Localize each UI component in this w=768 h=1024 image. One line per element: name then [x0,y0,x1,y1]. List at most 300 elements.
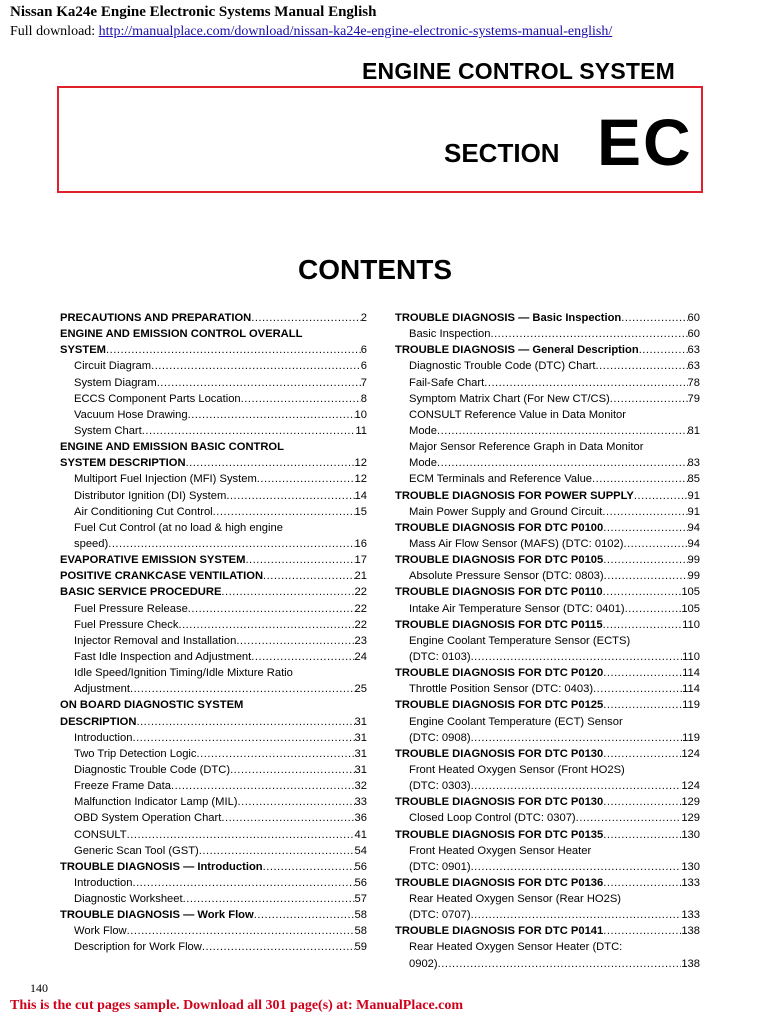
toc-leader-dots [625,601,682,617]
toc-entry [395,923,700,939]
document-title: Nissan Ka24e Engine Electronic Systems Manual English [10,4,377,20]
toc-entry-title: Malfunction Indicator Lamp (MIL) [74,796,238,809]
toc-right-column [395,310,700,972]
toc-leader-dots [132,875,354,891]
toc-entry [395,520,700,536]
toc-entry [60,827,367,843]
toc-entry-title: ENGINE AND EMISSION CONTROL OVERALL [60,328,303,341]
toc-entry-title: Freeze Frame Data [74,780,171,793]
toc-entry [60,778,367,794]
toc-entry [395,697,700,713]
toc-leader-dots [202,939,355,955]
toc-entry-title: Generic Scan Tool (GST) [74,844,199,857]
toc-leader-dots [603,584,682,600]
toc-leader-dots [199,843,355,859]
toc-entry-title: TROUBLE DIAGNOSIS FOR DTC P0105 [395,554,604,567]
toc-leader-dots [603,746,681,762]
toc-entry-title: TROUBLE DIAGNOSIS FOR DTC P0135 [395,828,604,841]
toc-entry-title: PRECAUTIONS AND PREPARATION [60,312,252,324]
toc-entry [395,859,700,875]
toc-entry-title: TROUBLE DIAGNOSIS FOR DTC P0130 [395,747,604,760]
toc-entry-page: 58 [354,925,367,938]
toc-leader-dots [603,617,683,633]
toc-entry-page: 12 [354,473,367,486]
toc-entry [60,601,367,617]
toc-entry-title: Two Trip Detection Logic [74,747,197,760]
toc-entry [395,488,700,504]
toc-entry [395,552,700,568]
toc-entry-title: Diagnostic Worksheet [74,893,183,906]
toc-leader-dots [186,455,355,471]
toc-leader-dots [221,810,354,826]
toc-entry [60,730,367,746]
toc-entry [60,342,367,358]
toc-leader-dots [603,697,682,713]
toc-leader-dots [603,794,681,810]
toc-entry-title: ON BOARD DIAGNOSTIC SYSTEM [60,699,244,712]
toc-leader-dots [596,358,688,374]
toc-entry-title: Idle Speed/Ignition Timing/Idle Mixture Ratio [74,667,293,680]
toc-entry [395,843,700,859]
toc-left-column [60,310,367,956]
toc-entry [60,794,367,810]
toc-entry [60,907,367,923]
toc-entry [60,746,367,762]
toc-entry-title: Mass Air Flow Sensor (MAFS) (DTC: 0102) [409,537,624,550]
toc-entry [395,681,700,697]
toc-entry [395,730,700,746]
toc-entry [395,504,700,520]
toc-entry [60,875,367,891]
section-code: EC [597,105,693,179]
toc-entry-title: (DTC: 0908) [409,731,471,744]
toc-entry-page: 22 [354,586,367,599]
toc-entry-title: Introduction [74,876,133,889]
toc-entry-page: 110 [682,618,700,631]
toc-entry-title: Fail-Safe Chart [409,376,485,389]
toc-entry-title: Rear Heated Oxygen Sensor (Rear HO2S) [409,893,622,906]
toc-entry-page: 124 [681,747,700,760]
toc-entry-title: Main Power Supply and Ground Circuit [409,505,603,518]
toc-entry [395,956,700,972]
toc-entry-page: 33 [354,796,367,809]
toc-entry-page: 81 [687,424,700,437]
toc-leader-dots [484,375,687,391]
toc-entry-page: 60 [687,312,700,324]
toc-entry-page: 129 [681,812,700,825]
toc-entry-title: Absolute Pressure Sensor (DTC: 0803) [409,570,604,583]
toc-entry-title: ECM Terminals and Reference Value [409,473,593,486]
toc-entry-page: 114 [682,683,700,696]
toc-entry-title: BASIC SERVICE PROCEDURE [60,586,222,599]
toc-entry-title: CONSULT [74,828,127,841]
toc-leader-dots [127,923,355,939]
toc-entry-page: 56 [354,860,367,873]
toc-entry-page: 114 [682,667,700,680]
toc-entry [395,568,700,584]
toc-entry-title: Intake Air Temperature Sensor (DTC: 0401) [409,602,625,615]
toc-entry-title: DESCRIPTION [60,715,137,728]
sample-notice: This is the cut pages sample. Download all 301 page(s) at: ManualPlace.com [10,998,464,1013]
toc-entry-page: 83 [687,457,700,470]
toc-leader-dots [136,714,354,730]
toc-entry-page: 133 [681,876,700,889]
toc-entry-title: Multiport Fuel Injection (MFI) System [74,473,257,486]
toc-leader-dots [603,552,687,568]
section-label: SECTION [444,138,560,168]
toc-entry [395,665,700,681]
toc-entry-title: Diagnostic Trouble Code (DTC) [74,763,231,776]
toc-leader-dots [603,875,681,891]
toc-entry [395,714,700,730]
toc-entry [395,810,700,826]
toc-leader-dots [236,633,354,649]
toc-leader-dots [604,568,688,584]
toc-entry-title: Basic Inspection [409,328,491,341]
toc-entry [60,633,367,649]
toc-entry-page: 60 [687,328,700,341]
toc-entry-title: Vacuum Hose Drawing [74,408,188,421]
toc-entry [60,504,367,520]
toc-leader-dots [197,746,355,762]
toc-entry-page: 22 [354,602,367,615]
toc-entry-page: 94 [687,521,700,534]
toc-entry-page: 130 [681,828,700,841]
toc-entry-title: Throttle Position Sensor (DTC: 0403) [409,683,594,696]
toc-entry [60,536,367,552]
toc-entry [395,375,700,391]
toc-entry-title: (DTC: 0303) [409,780,471,793]
toc-entry-page: 79 [687,392,700,405]
toc-leader-dots [213,504,355,520]
toc-entry [60,423,367,439]
toc-leader-dots [151,358,361,374]
toc-entry [60,714,367,730]
download-line [10,24,612,40]
toc-entry-title: ECCS Component Parts Location [74,392,241,405]
toc-entry-page: 6 [360,360,367,373]
toc-entry-title: Engine Coolant Temperature (ECT) Sensor [409,715,623,728]
toc-entry-page: 138 [681,957,700,970]
toc-entry-page: 56 [354,876,367,889]
contents-title: CONTENTS [298,254,452,285]
toc-entry-title: Front Heated Oxygen Sensor Heater [409,844,592,857]
toc-entry-title: Fast Idle Inspection and Adjustment [74,650,252,663]
toc-entry [60,488,367,504]
toc-leader-dots [471,859,682,875]
toc-leader-dots [437,455,688,471]
toc-entry-page: 130 [681,860,700,873]
toc-entry-title: Distributor Ignition (DI) System [74,489,227,502]
toc-entry-title: TROUBLE DIAGNOSIS — Work Flow [60,909,254,922]
toc-leader-dots [639,342,688,358]
toc-leader-dots [621,310,687,326]
toc-entry-title: SYSTEM [60,344,107,357]
toc-entry-title: (DTC: 0707) [409,909,471,922]
toc-entry-page: 6 [360,344,367,357]
toc-entry-title: TROUBLE DIAGNOSIS — General Description [395,344,639,357]
toc-entry [395,471,700,487]
toc-entry-title: EVAPORATIVE EMISSION SYSTEM [60,554,246,567]
toc-leader-dots [245,552,354,568]
toc-entry [395,536,700,552]
toc-entry-title: TROUBLE DIAGNOSIS FOR POWER SUPPLY [395,489,634,502]
toc-entry [395,891,700,907]
toc-entry-title: Fuel Pressure Check [74,618,179,631]
toc-entry-title: TROUBLE DIAGNOSIS FOR DTC P0100 [395,521,604,534]
toc-entry [395,794,700,810]
toc-leader-dots [251,310,361,326]
toc-leader-dots [471,730,683,746]
toc-leader-dots [230,762,354,778]
toc-entry [60,584,367,600]
toc-entry [395,649,700,665]
toc-entry-page: 14 [354,489,367,502]
toc-leader-dots [251,649,354,665]
download-label: Full download: [10,24,96,39]
toc-entry-title: System Chart [74,424,142,437]
toc-entry [60,310,367,326]
toc-entry-page: 7 [360,376,367,389]
toc-entry-page: 57 [354,893,367,906]
toc-leader-dots [603,520,687,536]
toc-entry-title: TROUBLE DIAGNOSIS FOR DTC P0120 [395,667,604,680]
toc-entry-title: TROUBLE DIAGNOSIS FOR DTC P0115 [395,618,603,631]
toc-entry-title: TROUBLE DIAGNOSIS — Basic Inspection [395,312,622,324]
toc-leader-dots [183,891,355,907]
toc-entry-title: Diagnostic Trouble Code (DTC) Chart [409,360,596,373]
toc-entry-title: Air Conditioning Cut Control [74,505,213,518]
toc-entry-page: 16 [354,537,367,550]
toc-entry [395,391,700,407]
toc-leader-dots [188,407,355,423]
toc-entry-page: 129 [681,796,700,809]
toc-leader-dots [188,601,355,617]
toc-entry-page: 85 [687,473,700,486]
toc-entry-title: TROUBLE DIAGNOSIS FOR DTC P0110 [395,586,603,599]
toc-entry [60,891,367,907]
toc-entry-page: 54 [354,844,367,857]
toc-entry-page: 63 [687,344,700,357]
toc-entry [60,391,367,407]
toc-entry-title: Fuel Pressure Release [74,602,188,615]
toc-leader-dots [221,584,354,600]
toc-entry-page: 91 [687,505,700,518]
toc-entry [395,746,700,762]
download-link[interactable]: http://manualplace.com/download/nissan-ka24e-engine-electronic-systems-manual-english/ [98,24,613,39]
toc-entry [60,923,367,939]
toc-entry-page: 17 [354,554,367,567]
toc-entry-title: Symptom Matrix Chart (For New CT/CS) [409,392,610,405]
toc-entry-title: TROUBLE DIAGNOSIS FOR DTC P0125 [395,699,604,712]
toc-leader-dots [178,617,354,633]
toc-entry-title: Description for Work Flow [74,941,202,954]
toc-entry-title: ENGINE AND EMISSION BASIC CONTROL [60,441,284,454]
toc-leader-dots [132,730,354,746]
toc-entry-page: 124 [681,780,700,793]
toc-entry [395,633,700,649]
toc-entry [60,617,367,633]
toc-entry [60,520,367,536]
toc-leader-dots [130,681,355,697]
toc-entry-page: 91 [687,489,700,502]
toc-entry-title: Front Heated Oxygen Sensor (Front HO2S) [409,763,625,776]
toc-entry-page: 78 [687,376,700,389]
toc-leader-dots [471,649,683,665]
toc-entry-page: 31 [354,715,367,728]
toc-entry-title: TROUBLE DIAGNOSIS FOR DTC P0130 [395,796,604,809]
toc-entry-title: Introduction [74,731,133,744]
toc-entry-title: 0902) [409,957,438,970]
toc-leader-dots [226,488,354,504]
toc-leader-dots [263,859,355,875]
toc-leader-dots [593,681,682,697]
toc-entry [60,665,367,681]
toc-entry-page: 105 [681,602,700,615]
toc-entry-title: (DTC: 0103) [409,650,471,663]
toc-entry [395,423,700,439]
toc-entry-page: 94 [687,537,700,550]
toc-leader-dots [106,342,361,358]
toc-entry-page: 8 [360,392,367,405]
toc-entry-page: 105 [681,586,700,599]
toc-entry-title: speed) [74,537,109,550]
toc-entry-title: Rear Heated Oxygen Sensor Heater (DTC: [409,941,623,954]
toc-entry [395,875,700,891]
toc-entry-page: 41 [354,828,367,841]
toc-leader-dots [241,391,361,407]
toc-entry [60,939,367,955]
toc-entry [60,326,367,342]
toc-entry-page: 138 [681,925,700,938]
toc-entry-page: 119 [682,699,700,712]
manual-heading: ENGINE CONTROL SYSTEM [362,58,676,84]
toc-entry [60,649,367,665]
toc-entry [395,326,700,342]
toc-entry [60,697,367,713]
toc-leader-dots [603,665,682,681]
toc-leader-dots [610,391,688,407]
toc-entry-page: 10 [354,408,367,421]
toc-entry-page: 63 [687,360,700,373]
toc-entry-page: 110 [682,650,700,663]
toc-leader-dots [592,471,688,487]
toc-entry [60,859,367,875]
toc-entry-page: 15 [354,505,367,518]
toc-leader-dots [438,956,682,972]
toc-entry-title: Work Flow [74,925,127,938]
toc-entry-page: 21 [354,570,367,583]
toc-entry-title: CONSULT Reference Value in Data Monitor [409,408,627,421]
toc-entry [395,617,700,633]
toc-entry-page: 59 [354,941,367,954]
toc-entry-title: Engine Coolant Temperature Sensor (ECTS) [409,634,631,647]
page-number: 140 [30,981,48,995]
toc-entry-page: 25 [354,683,367,696]
toc-leader-dots [171,778,355,794]
toc-entry [395,584,700,600]
toc-leader-dots [603,827,681,843]
toc-leader-dots [142,423,356,439]
toc-leader-dots [623,536,687,552]
toc-entry [60,375,367,391]
toc-entry-page: 31 [354,763,367,776]
toc-entry-title: OBD System Operation Chart [74,812,222,825]
toc-entry-page: 133 [681,909,700,922]
toc-entry-page: 99 [687,554,700,567]
toc-leader-dots [603,923,681,939]
toc-leader-dots [490,326,687,342]
toc-entry [60,407,367,423]
toc-entry-title: TROUBLE DIAGNOSIS FOR DTC P0141 [395,925,604,938]
toc-entry [60,471,367,487]
toc-entry-page: 99 [687,570,700,583]
toc-entry [395,310,700,326]
toc-leader-dots [108,536,354,552]
toc-entry-page: 32 [354,780,367,793]
toc-entry-title: (DTC: 0901) [409,860,471,873]
toc-entry [60,439,367,455]
toc-entry-page: 11 [355,424,367,437]
toc-entry-title: Injector Removal and Installation [74,634,237,647]
toc-entry [395,762,700,778]
toc-entry-title: TROUBLE DIAGNOSIS — Introduction [60,860,263,873]
toc-entry-title: Fuel Cut Control (at no load & high engine [74,521,283,534]
toc-leader-dots [471,907,682,923]
toc-leader-dots [471,778,682,794]
toc-entry [60,762,367,778]
toc-leader-dots [127,827,355,843]
toc-entry-page: 31 [354,731,367,744]
toc-entry [395,907,700,923]
toc-entry-title: Major Sensor Reference Graph in Data Monitor [409,441,644,454]
toc-entry [60,843,367,859]
toc-entry [395,358,700,374]
toc-entry-page: 23 [354,634,367,647]
toc-entry-page: 12 [354,457,367,470]
toc-entry [395,342,700,358]
toc-leader-dots [576,810,682,826]
toc-entry-title: SYSTEM DESCRIPTION [60,457,186,470]
toc-entry [395,778,700,794]
toc-entry [395,939,700,955]
toc-entry-title: POSITIVE CRANKCASE VENTILATION [60,570,264,583]
toc-entry [395,601,700,617]
toc-leader-dots [602,504,687,520]
toc-entry-title: TROUBLE DIAGNOSIS FOR DTC P0136 [395,876,604,889]
toc-entry-title: Closed Loop Control (DTC: 0307) [409,812,576,825]
toc-leader-dots [437,423,688,439]
toc-entry-page: 119 [682,731,700,744]
toc-entry-title: Circuit Diagram [74,360,152,373]
toc-entry [60,455,367,471]
toc-leader-dots [157,375,361,391]
toc-entry-page: 36 [354,812,367,825]
toc-entry-page: 24 [354,650,367,663]
toc-entry-title: Mode [409,424,437,437]
toc-leader-dots [238,794,355,810]
toc-entry [60,552,367,568]
toc-leader-dots [257,471,355,487]
toc-entry-page: 58 [354,909,367,922]
toc-entry-page: 2 [360,312,367,324]
toc-entry [395,455,700,471]
toc-entry [395,407,700,423]
toc-entry [395,827,700,843]
toc-entry [395,439,700,455]
toc-entry-title: Mode [409,457,437,470]
toc-entry-title: System Diagram [74,376,157,389]
